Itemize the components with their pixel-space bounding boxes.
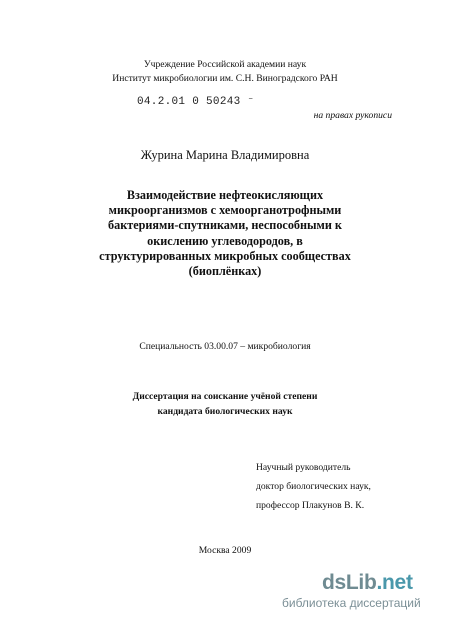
author-name: Журина Марина Владимировна <box>140 148 310 162</box>
title-line: бактериями-спутниками, неспособными к <box>108 218 342 233</box>
watermark-subtitle: библиотека диссертаций <box>282 596 421 610</box>
advisor-line: Научный руководитель <box>256 462 351 473</box>
degree-line: Диссертация на соискание учёной степени <box>132 391 318 402</box>
registration-stamp: 04.2.01 0 50243 ⁻ <box>137 96 255 108</box>
watermark-logo-main: dsLib <box>322 571 377 594</box>
advisor-block <box>256 458 371 515</box>
watermark-logo <box>322 571 413 595</box>
institution-line-1: Учреждение Российской академии наук <box>143 59 307 70</box>
title-line: Взаимодействие нефтеокисляющих <box>126 188 324 202</box>
watermark-logo-tld: .net <box>376 571 413 594</box>
title-line: микроорганизмов с хемоорганотрофными <box>108 203 342 218</box>
manuscript-rights-note: на правах рукописи <box>313 110 392 121</box>
advisor-line: профессор Плакунов В. К. <box>256 500 365 511</box>
dslib-watermark <box>268 567 450 619</box>
specialty-line: Специальность 03.00.07 – микробиология <box>139 341 311 352</box>
title-line: окислению углеводородов, в <box>147 233 303 248</box>
institution-line-2: Институт микробиологии им. С.Н. Виноградского РАН <box>112 73 338 84</box>
degree-line: кандидата биологических наук <box>157 406 293 417</box>
place-and-year: Москва 2009 <box>198 545 252 556</box>
advisor-line: доктор биологических наук, <box>256 481 371 492</box>
title-line: структурированных микробных сообществах <box>99 248 351 263</box>
dissertation-title <box>0 188 450 279</box>
degree-statement <box>0 389 450 419</box>
title-line: (биоплёнках) <box>188 264 262 279</box>
